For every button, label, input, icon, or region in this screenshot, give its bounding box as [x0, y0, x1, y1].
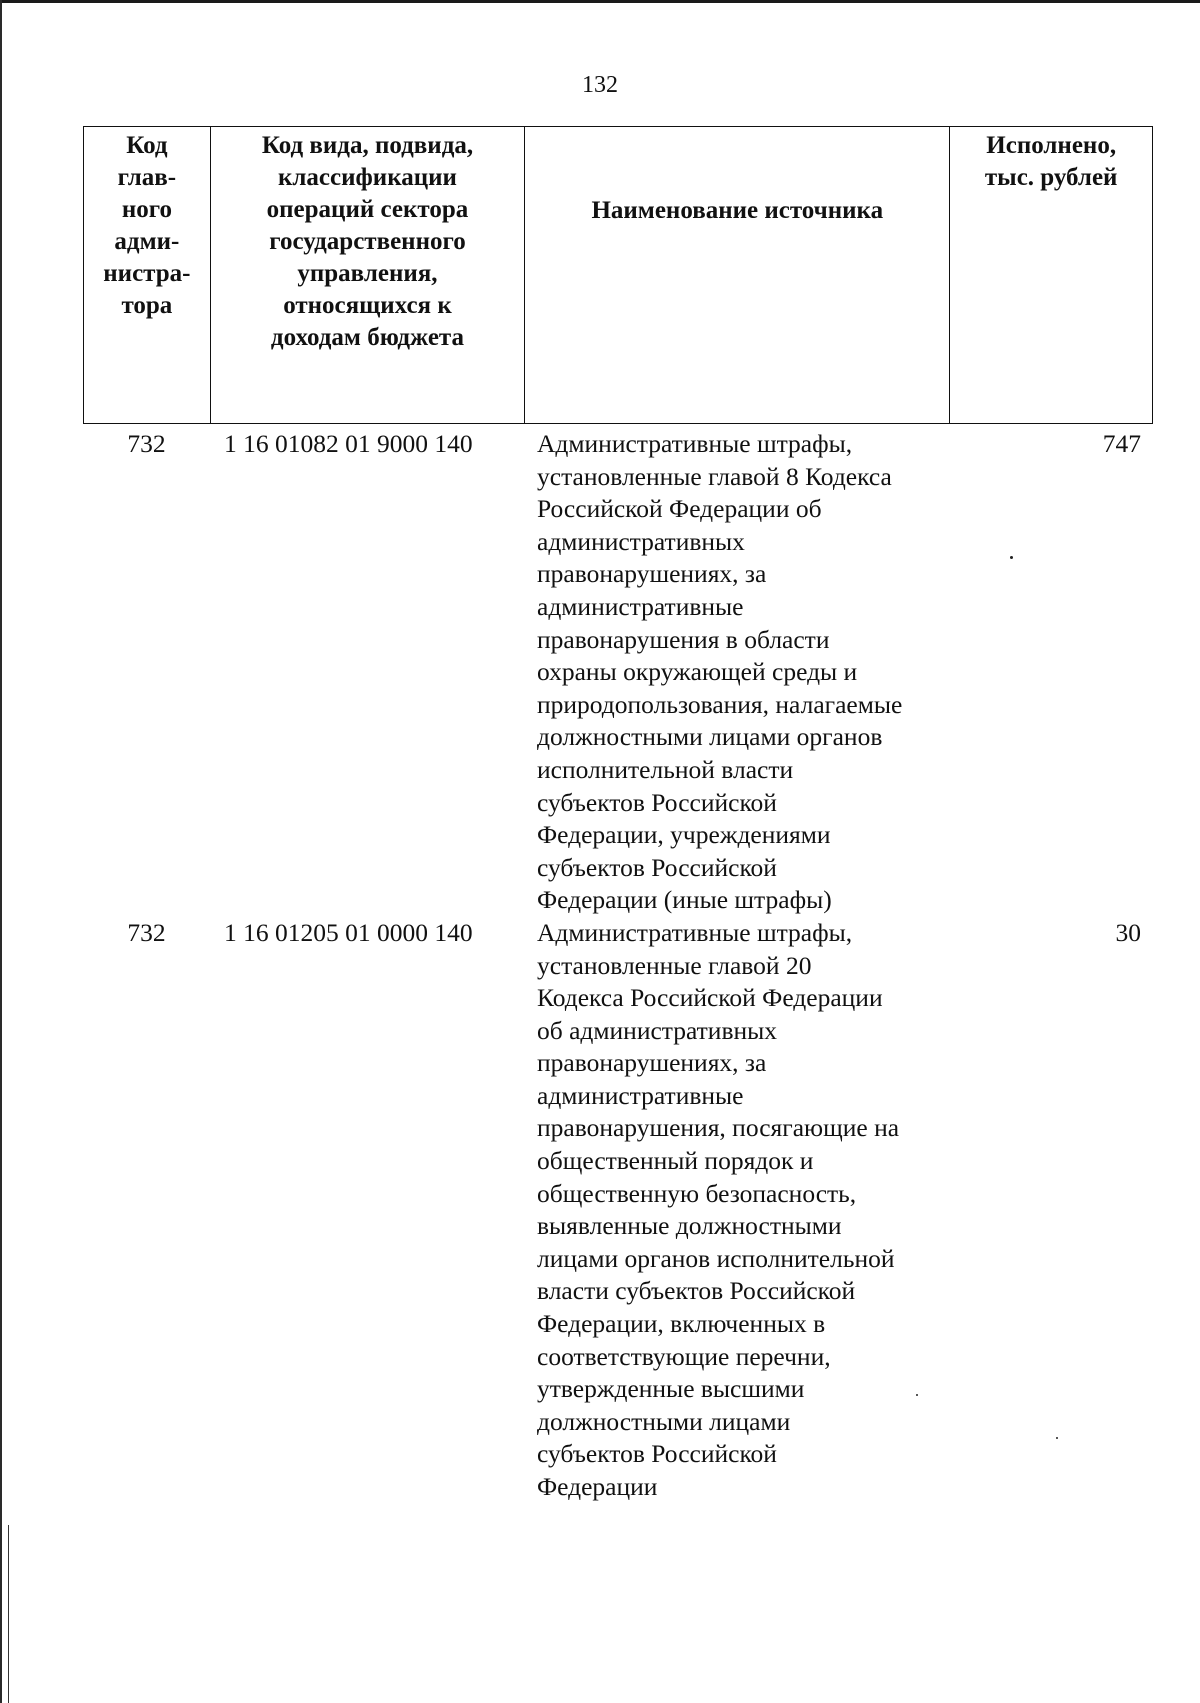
- name-line: должностными лицами: [537, 1406, 791, 1436]
- name-line: природопользования, налагаемые: [537, 689, 903, 719]
- scan-speck: [1010, 556, 1013, 559]
- header-line: относящихся к: [283, 292, 452, 319]
- header-admin-code: [84, 127, 211, 423]
- header-line: Код вида, подвида,: [261, 132, 474, 159]
- table-header: [83, 126, 1153, 424]
- name-line: общественный порядок и: [537, 1146, 814, 1176]
- name-line: Федерации (иные штрафы): [537, 885, 832, 915]
- header-line: тыс. рублей: [984, 164, 1118, 191]
- name-line: административных: [537, 526, 745, 556]
- cell-admin-code: 732: [127, 429, 166, 458]
- header-line: глав-: [117, 164, 177, 191]
- name-line: Административные штрафы,: [537, 429, 853, 458]
- name-line: Российской Федерации об: [537, 494, 822, 524]
- header-line: тора: [121, 292, 173, 319]
- name-line: общественную безопасность,: [537, 1178, 857, 1208]
- name-line: лицами органов исполнительной: [537, 1243, 895, 1273]
- name-line: Кодекса Российской Федерации: [537, 983, 883, 1013]
- name-line: Федерации, включенных в: [537, 1309, 826, 1339]
- header-kbk: [211, 127, 525, 423]
- name-line: об административных: [537, 1015, 778, 1045]
- name-line: субъектов Российской: [537, 787, 777, 817]
- cell-amount: 747: [1102, 429, 1141, 458]
- table-row: [83, 917, 1153, 1504]
- name-line: правонарушениях, за: [537, 559, 767, 589]
- cell-kbk: 1 16 01082 01 9000 140: [224, 429, 473, 458]
- name-line: административные: [537, 1080, 744, 1110]
- name-line: субъектов Российской: [537, 852, 777, 882]
- name-line: правонарушения в области: [537, 624, 830, 654]
- header-line: нистра-: [103, 260, 191, 287]
- name-line: установленные главой 8 Кодекса: [537, 461, 892, 491]
- scan-speck: [1056, 1437, 1058, 1439]
- page-number: 132: [582, 72, 618, 98]
- name-line: соответствующие перечни,: [537, 1341, 831, 1371]
- scan-edge-left: [0, 0, 2, 1703]
- header-line: адми-: [114, 228, 180, 255]
- name-line: правонарушениях, за: [537, 1048, 767, 1078]
- sources-table: [83, 126, 1153, 1504]
- header-line: Наименование источника: [591, 197, 884, 224]
- header-source-name: [525, 127, 950, 423]
- cell-amount: 30: [1115, 917, 1141, 947]
- cell-admin-code: 732: [127, 917, 166, 947]
- header-line: операций сектора: [266, 196, 469, 223]
- scan-speck: [916, 1394, 918, 1396]
- name-line: Административные штрафы,: [537, 917, 853, 947]
- name-line: правонарушения, посягающие на: [537, 1113, 900, 1143]
- header-line: государственного: [269, 228, 466, 255]
- name-line: охраны окружающей среды и: [537, 657, 858, 687]
- header-line: управления,: [297, 260, 438, 287]
- scan-edge-top: [0, 0, 1200, 3]
- header-line: Код: [126, 132, 168, 159]
- name-line: административные: [537, 591, 744, 621]
- header-line: ного: [121, 196, 172, 223]
- name-line: установленные главой 20: [537, 950, 812, 980]
- name-line: Федерации: [537, 1472, 658, 1501]
- cell-source-name: [525, 917, 951, 1504]
- name-line: власти субъектов Российской: [537, 1276, 856, 1306]
- scan-edge-left-mark: [8, 1525, 9, 1703]
- cell-source-name: [525, 428, 951, 917]
- name-line: субъектов Российской: [537, 1439, 777, 1469]
- name-line: выявленные должностными: [537, 1211, 842, 1241]
- name-line: должностными лицами органов: [537, 722, 883, 752]
- table-row: [83, 428, 1153, 917]
- header-amount: [950, 127, 1152, 423]
- name-line: Федерации, учреждениями: [537, 820, 831, 850]
- header-line: доходам бюджета: [270, 324, 465, 351]
- name-line: исполнительной власти: [537, 754, 794, 784]
- cell-kbk: 1 16 01205 01 0000 140: [224, 917, 473, 947]
- name-line: утвержденные высшими: [537, 1374, 805, 1404]
- header-line: классификации: [277, 164, 457, 191]
- header-line: Исполнено,: [986, 132, 1117, 159]
